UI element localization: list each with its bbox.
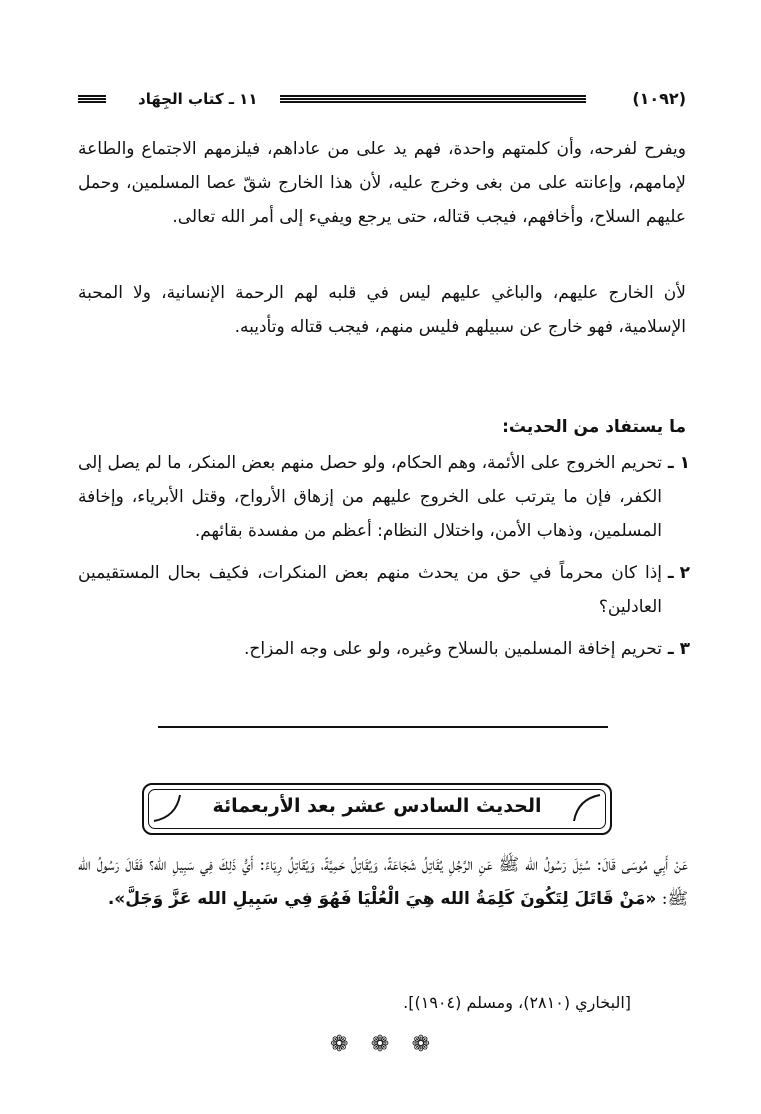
benefits-heading: ما يستفاد من الحديث: xyxy=(502,417,686,437)
item-number: ٢ ـ xyxy=(667,563,690,583)
flower-icon: ❁ xyxy=(411,1032,430,1057)
page-number: (١٠٩٢) xyxy=(632,89,686,108)
hadith-quote: «مَنْ قَاتَلَ لِتَكُونَ كَلِمَةُ الله هِيَ الْعُلْيَا فَهُوَ فِي سَبِيلِ الله عَزَّ وَجَلَّ». xyxy=(107,889,657,909)
list-item xyxy=(78,556,690,624)
section-divider xyxy=(158,726,608,728)
paragraph-1: ويفرح لفرحه، وأن كلمتهم واحدة، فهم يد على من عاداهم، فيلزمهم الاجتماع والطاعة لإمامهم، وإعانته على من بغى وخرج عليه، لأن هذا الخارج شقّ عصا المسلمين، وحمل عليهم السلاح، وأخافهم، فيجب قتاله، حتى يرجع ويفيء إلى أمر الله تعالى. xyxy=(78,139,686,227)
item-text: تحريم الخروج على الأئمة، وهم الحكام، ولو حصل منهم بعض المنكر، ما لم يصل إلى الكفر، فإن ما يترتب على الخروج عليهم من إزهاق الأرواح، وقتل الأبرياء، وإخافة المسلمين، وذهاب الأمن، واختلال النظام: أعظم من مفسدة بقائهم. xyxy=(78,453,662,541)
page-header xyxy=(78,86,686,112)
item-number: ٣ ـ xyxy=(667,639,690,659)
hadith-source: [البخاري (٢٨١٠)، ومسلم (١٩٠٤)]. xyxy=(403,993,631,1012)
paragraph-2: لأن الخارج عليهم، والباغي عليهم ليس في قلبه لهم الرحمة الإنسانية، ولا المحبة الإسلامية، فهو خارج عن سبيلهم فليس منهم، فيجب قتاله وتأديبه. xyxy=(78,283,686,337)
hadith-text xyxy=(78,848,688,916)
benefits-list xyxy=(78,446,690,674)
hadith-title: الحديث السادس عشر بعد الأربعمائة xyxy=(212,795,542,817)
header-rule-end xyxy=(78,95,106,103)
item-text: تحريم إخافة المسلمين بالسلاح وغيره، ولو على وجه المزاح. xyxy=(244,639,662,659)
header-rule xyxy=(280,95,586,103)
item-number: ١ ـ xyxy=(667,453,690,473)
list-item xyxy=(78,446,690,548)
flower-icon: ❁ xyxy=(330,1032,349,1057)
list-item xyxy=(78,632,690,666)
chapter-title: ١١ ـ كتاب الجِهَاد xyxy=(138,90,258,108)
item-text: إذا كان محرماً في حق من يحدث منهم بعض المنكرات، فكيف بحال المستقيمين العادلين؟ xyxy=(78,563,662,617)
ornament-row xyxy=(330,1034,430,1056)
hadith-narration: عَنْ أَبِي مُوسَى قَالَ: سُئِلَ رَسُولُ الله ﷺ عَنِ الرَّجُلِ يُقَاتِلُ شَجَاعَةً، وَيُقَاتِلُ حَمِيَّةً، وَيُقَاتِلُ رِيَاءً: أَيُّ ذَلِكَ فِي سَبِيلِ الله؟ فَقَالَ رَسُولُ الله ﷺ: xyxy=(78,855,688,909)
hadith-title-frame xyxy=(142,783,612,835)
flower-icon: ❁ xyxy=(370,1032,390,1057)
